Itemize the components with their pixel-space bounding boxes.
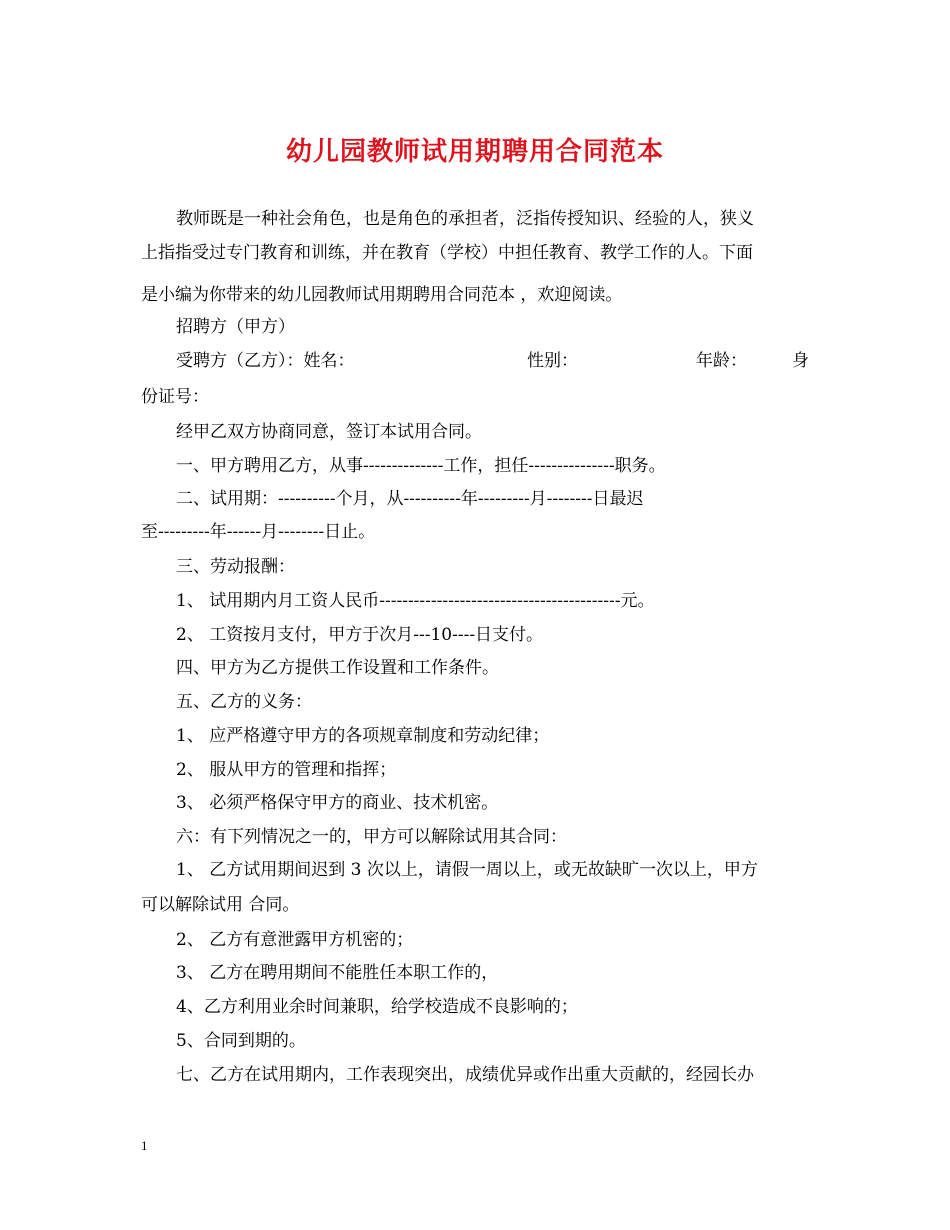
party-b-id-label: 份证号： xyxy=(141,387,209,407)
clause-5-item-2: 2、 服从甲方的管理和指挥； xyxy=(176,760,397,780)
party-b-id-start: 身 xyxy=(792,351,809,371)
clause-1: 一、甲方聘用乙方，从事--------------工作，担任---------------职务。 xyxy=(176,456,666,476)
clause-5-item-3: 3、 必须严格保守甲方的商业、技术机密。 xyxy=(176,793,499,813)
agreement-statement: 经甲乙双方协商同意，签订本试用合同。 xyxy=(176,422,482,442)
clause-6-item-1-line-2: 可以解除试用 合同。 xyxy=(141,895,300,915)
intro-line-3: 是小编为你带来的幼儿园教师试用期聘用合同范本 ，欢迎阅读。 xyxy=(141,285,623,305)
clause-3-item-2: 2、 工资按月支付，甲方于次月---10----日支付。 xyxy=(176,625,544,645)
clause-3-item-1: 1、 试用期内月工资人民币------------------------------------------元。 xyxy=(176,591,655,611)
party-a: 招聘方（甲方） xyxy=(176,317,295,337)
intro-line-1: 教师既是一种社会角色，也是角色的承担者，泛指传授知识、经验的人，狭义 xyxy=(176,209,754,229)
clause-6-item-3: 3、 乙方在聘用期间不能胜任本职工作的， xyxy=(176,963,499,983)
clause-7: 七、乙方在试用期内，工作表现突出，成绩优异或作出重大贡献的，经园长办 xyxy=(176,1065,754,1085)
clause-2-line-1: 二、试用期：----------个月，从----------年---------月--------日最迟 xyxy=(176,489,644,509)
clause-5-heading: 五、乙方的义务： xyxy=(176,692,312,712)
party-b-age-label: 年龄： xyxy=(696,351,747,371)
clause-6-heading: 六：有下列情况之一的，甲方可以解除试用其合同： xyxy=(176,827,567,847)
clause-2-line-2: 至---------年------月--------日止。 xyxy=(141,522,376,542)
clause-6-item-5: 5、合同到期的。 xyxy=(176,1031,306,1051)
document-title: 幼儿园教师试用期聘用合同范本 xyxy=(285,137,664,167)
intro-line-2: 上指指受过专门教育和训练，并在教育（学校）中担任教育、教学工作的人。下面 xyxy=(141,243,753,263)
party-b-name-label: 受聘方（乙方）：姓名： xyxy=(176,351,355,371)
clause-3-heading: 三、劳动报酬： xyxy=(176,557,295,577)
clause-6-item-4: 4、乙方利用业余时间兼职，给学校造成不良影响的； xyxy=(176,997,578,1017)
clause-5-item-1: 1、 应严格遵守甲方的各项规章制度和劳动纪律； xyxy=(176,726,550,746)
party-b-gender-label: 性别： xyxy=(527,351,578,371)
clause-4: 四、甲方为乙方提供工作设置和工作条件。 xyxy=(176,658,499,678)
clause-6-item-2: 2、 乙方有意泄露甲方机密的； xyxy=(176,930,414,950)
page-number: 1 xyxy=(141,1138,148,1153)
clause-6-item-1-line-1: 1、 乙方试用期间迟到 3 次以上，请假一周以上，或无故缺旷一次以上，甲方 xyxy=(176,860,758,880)
